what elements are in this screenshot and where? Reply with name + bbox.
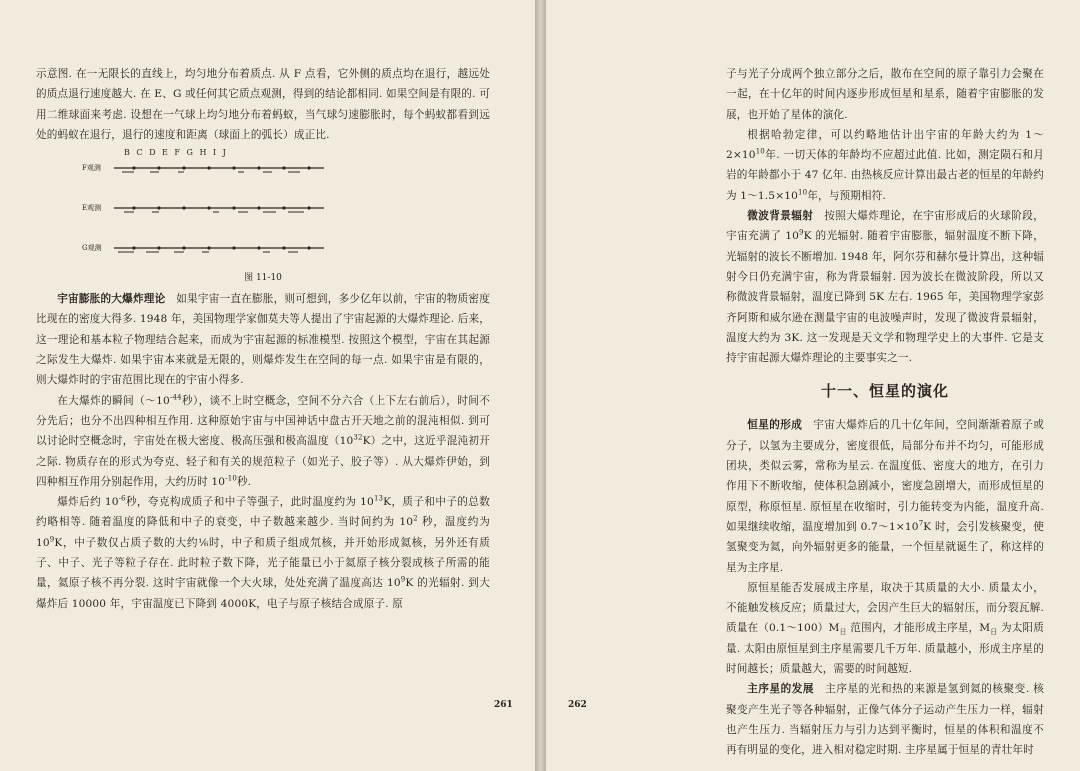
figure-row-e-label: E观测 bbox=[82, 204, 102, 213]
left-para-3-sup-b: 32 bbox=[353, 433, 363, 442]
left-para-1: 示意图. 在一无限长的直线上，均匀地分布着质点. 从 F 点看，它外侧的质点均在退行，越远处的质点退行速度越大. 在 E、G 或任何其它质点观测，得到的结论都相同. 如果空间是有限的. 可用二维球面来考虑. 设想在一气球上均匀地分布着蚂蚁，当气球匀速膨胀时，每个蚂蚁都看到远处的蚂蚁在退行，退行的速度和距离（球面上的弧长）成正比. bbox=[36, 68, 490, 141]
left-para-3-text-c: K）之中，这近乎混沌初开之际. 物质存在的形式为夸克、轻子和有关的规范粒子（如光子、胶子等）. 从大爆炸伊始，到四种相互作用分别起作用，大约历时 10 bbox=[36, 435, 490, 488]
right-para-3-sup-a: 9 bbox=[799, 228, 804, 237]
figure-row-f-label: F观测 bbox=[82, 164, 101, 173]
left-para-4-sup-c: 2 bbox=[413, 514, 418, 523]
left-para-3-text-b: 秒），谈不上时空概念，空间不分六合（上下左右前后），时间不分先后；也分不出四种相互作用. 这种原始宇宙与中国神话中盘古开天地之前的混沌相似. 到可以讨论时空概念时，宇宙处在极大密度、极高压强和极高温度（10 bbox=[36, 394, 490, 448]
left-page bbox=[0, 0, 535, 771]
right-page-number: 262 bbox=[568, 700, 587, 710]
left-para-3-text-d: 秒. bbox=[236, 475, 252, 488]
right-para-2-sup-b: 10 bbox=[798, 188, 808, 197]
right-para-4 bbox=[726, 415, 1044, 577]
left-para-2-title: 宇宙膨胀的大爆炸理论 bbox=[57, 293, 166, 306]
figure-caption: 图 11-10 bbox=[244, 273, 282, 284]
right-para-6 bbox=[726, 679, 1044, 760]
right-para-3 bbox=[726, 206, 1044, 368]
right-para-2-sup-a: 10 bbox=[755, 147, 765, 156]
figure-row-e-diagram bbox=[114, 201, 324, 215]
right-para-5 bbox=[726, 578, 1044, 679]
left-para-4 bbox=[36, 492, 490, 614]
figure-row-g bbox=[82, 241, 322, 261]
right-para-2 bbox=[726, 125, 1044, 206]
left-para-4-sup-a: -6 bbox=[118, 494, 126, 503]
right-page bbox=[546, 0, 1080, 771]
left-text-column bbox=[36, 64, 490, 614]
figure-11-10 bbox=[36, 148, 490, 266]
right-para-5-sub-b: 日 bbox=[990, 628, 998, 637]
left-para-4-sup-b: 13 bbox=[373, 494, 384, 503]
section-title: 十一、恒星的演化 bbox=[820, 382, 949, 401]
left-para-4-text-f: K 的光辐射. 到大爆炸后 10000 年，宇宙温度已下降到 4000K，电子与原子核结合成原子. 原 bbox=[36, 577, 490, 610]
right-text-column bbox=[726, 64, 1044, 761]
left-para-4-text-c: K，质子和中子的总数约略相等. 随着温度的降低和中子的衰变，中子数越来越少. 当时间约为 10 bbox=[36, 496, 490, 529]
right-para-6-body: 主序星的光和热的来源是氢到氦的核聚变. 核聚变产生光子等各种辐射，正像气体分子运动产生压力一样，辐射也产生压力. 当辐射压力与引力达到平衡时，恒星的体积和温度不再有明显的变化，进入相对稳定时期. 主序星属于恒星的青壮年时 bbox=[726, 683, 1044, 757]
left-para-3-sup-c: -10 bbox=[225, 474, 237, 483]
right-para-2-text-a: 根据哈勃定律，可以约略地估计出宇宙的年龄大约为 1～2×10 bbox=[726, 128, 1044, 162]
figure-point-letters: B C D E F G H I J bbox=[124, 148, 228, 158]
figure-row-e bbox=[82, 201, 322, 221]
right-para-5-text-b: 范围内，才能形成主序星，M bbox=[846, 622, 991, 635]
right-para-1: 子与光子分成两个独立部分之后，散布在空间的原子靠引力会聚在一起，在十亿年的时间内逐步形成恒星和星系，随着宇宙膨胀的发展，也开始了星体的演化. bbox=[726, 68, 1044, 121]
right-para-5-text-a: 原恒星能否发展成主序星，取决于其质量的大小. 质量太小，不能触发核反应；质量过大，会因产生巨大的辐射压，而分裂瓦解. 质量在（0.1～100）M bbox=[726, 581, 1044, 635]
right-para-6-title: 主序星的发展 bbox=[747, 683, 815, 696]
left-para-4-sup-e: 9 bbox=[400, 575, 406, 584]
right-para-2-text-b: 年. 一切天体的年龄均不应超过此值. 比如，测定陨石和月岩的年龄都小于 47 亿年. 由热核反应计算出最古老的恒星的年龄约为 1～1.5×10 bbox=[726, 149, 1044, 202]
right-para-3-text-a: 按照大爆炸理论，在宇宙形成后的火球阶段，宇宙充满了 10 bbox=[726, 210, 1045, 243]
right-para-4-sup-a: 7 bbox=[918, 519, 924, 528]
left-page-number: 261 bbox=[494, 700, 513, 710]
figure-row-g-label: G观测 bbox=[82, 244, 102, 253]
left-para-3 bbox=[36, 391, 490, 492]
figure-row-g-diagram bbox=[114, 241, 324, 255]
figure-row-f-diagram bbox=[114, 161, 324, 175]
left-para-3-text-a: 在大爆炸的瞬间（～10 bbox=[57, 394, 170, 407]
left-para-4-sup-d: 9 bbox=[49, 535, 55, 544]
left-para-4-text-e: K，中子数仅占质子数的大约⅙时，中子和质子组成氘核，并开始形成氦核，另外还有质子、中子、光子等粒子存在. 此时粒子数下降，光子能量已小于氦原子核分裂成核子所需的能量，氦原子核不再分裂. 这时宇宙就像一个大火球，处处充满了温度高达 10 bbox=[36, 536, 490, 590]
right-para-4-text-a: 宇宙大爆炸后的几十亿年间，空间渐渐着原子或分子，以氢为主要成分，密度很低，局部分布并不均匀，可能形成团块，类似云雾，常称为星云. 在温度低、密度大的地方，在引力作用下不断收缩，使体积急剧减小，密度急剧增大，而形成恒星的原型，称原恒星. 原恒星在收缩时，引力能转变为内能，温度升高. 如果继续收缩，温度增加到 0.7～1×10 bbox=[726, 419, 1045, 533]
right-para-3-text-b: K 的光辐射. 随着宇宙膨胀，辐射温度不断下降，光辐射的波长不断增加. 1948 年，阿尔芬和赫尔曼计算出，这种辐射今日仍充满宇宙，称为背景辐射. 因为波长在微波阶段，所以又称微波背景辐射，温度已降到 5K 左右. 1965 年，美国物理学家彭齐阿斯和威尔逊在测量宇宙的电波噪声时，发现了微波背景辐射，温度大约为 3K. 这一发现是天文学和物理学史上的大事件. 它是支持宇宙起源大爆炸理论的主要事实之一. bbox=[726, 230, 1044, 365]
right-para-3-title: 微波背景辐射 bbox=[747, 210, 814, 223]
right-para-5-text-c: 为太阳质量. 太阳由原恒星到主序星需要几千万年. 质量越小，形成主序星的时间越长；质量越大，需要的时间越短. bbox=[726, 622, 1044, 676]
figure-row-f bbox=[82, 161, 322, 181]
left-para-4-text-a: 爆炸后约 10 bbox=[57, 496, 119, 509]
left-para-4-text-b: 秒，夸克构成质子和中子等强子，此时温度约为 10 bbox=[125, 496, 374, 509]
right-para-5-sub-a: 日 bbox=[839, 628, 847, 637]
left-para-2 bbox=[36, 289, 490, 390]
right-para-2-text-c: 年，与预期相符. bbox=[807, 189, 886, 202]
left-para-3-sup-a: -44 bbox=[169, 393, 182, 402]
left-para-4-text-d: 秒，温度约为 10 bbox=[36, 516, 490, 549]
left-para-2-body: 如果宇宙一直在膨胀，则可想到，多少亿年以前，宇宙的物质密度比现在的密度大得多. 1948 年，美国物理学家伽莫夫等人提出了宇宙起源的大爆炸理论. 后来，这一理论和基本粒子物理结合起来，而成为宇宙起源的标准模型. 按照这个模型，宇宙在其起源之际发生大爆炸. 如果宇宙本来就是无限的，则爆炸发生在空间的每一点. 如果宇宙是有限的，则大爆炸时的宇宙范围比现在的宇宙小得多. bbox=[36, 293, 490, 387]
book-gutter bbox=[535, 0, 546, 771]
right-para-4-text-b: K 时，会引发核聚变，使氢聚变为氦，向外辐射更多的能量，一个恒星就诞生了，称这样的星为主序星. bbox=[726, 520, 1044, 574]
right-para-4-title: 恒星的形成 bbox=[747, 419, 803, 432]
